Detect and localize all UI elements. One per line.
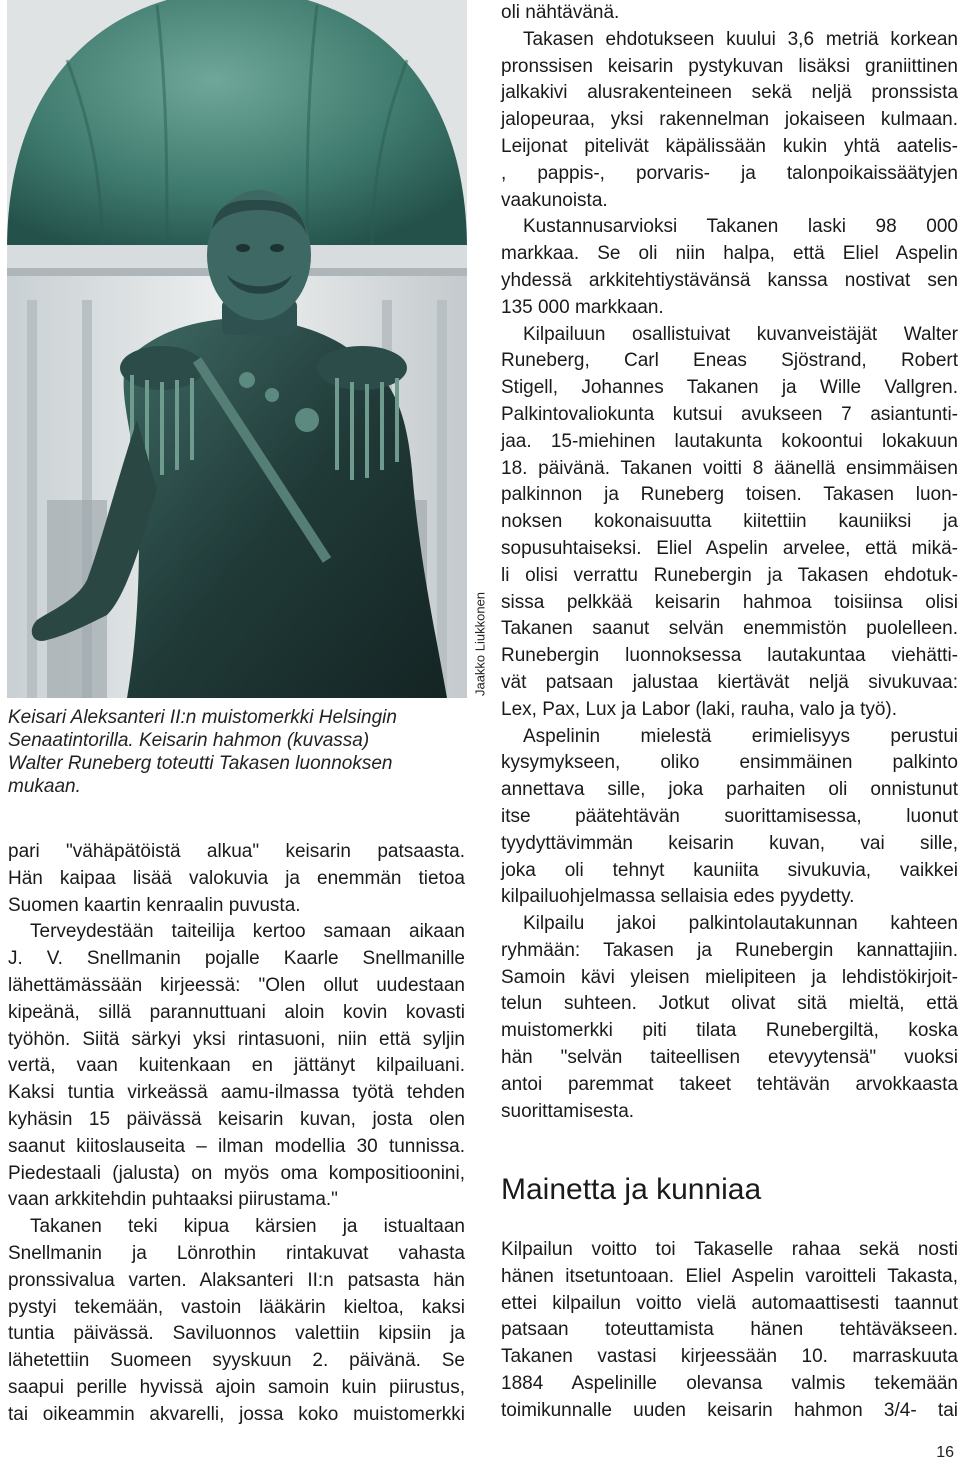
text-line: Aspelinin mielestä erimielisyys perustui (523, 725, 958, 747)
text-line: noksen kokonaisuutta kiitettiin kauniiksi ja (501, 511, 958, 533)
text-line: vät patsaan jalustaa kiertävät neljä sivukuvaa: (501, 671, 958, 693)
text-line: Kilpailu jakoi palkintolautakunnan kahteen (523, 913, 958, 935)
text-line: saapui perille hyvissä ajoin samoin kuin piirustus, (8, 1376, 465, 1398)
text-line: Kilpailuun osallistuivat kuvanveistäjät Walter (523, 323, 958, 345)
caption-line: Walter Runeberg toteutti Takasen luonnoksen (8, 753, 393, 774)
page-number: 16 (936, 1444, 954, 1461)
text-line: pronssisen keisarin pystykuvan lisäksi graniittinen (501, 55, 958, 77)
text-line: tuntia päivässä. Saviluonnos valettiin kipsiin ja (8, 1323, 465, 1345)
text-line: annettava sille, joka parhaiten oli onnistunut (501, 779, 958, 801)
text-line: kysymykseen, oliko ensimmäinen palkinto (501, 752, 958, 774)
text-line: Stigell, Johannes Takanen ja Wille Vallgren. (501, 377, 958, 399)
text-line: pari "vähäpätöistä alkua" keisarin patsaasta. (8, 841, 465, 862)
caption-line: mukaan. (8, 776, 81, 797)
text-line: Terveydestään taiteilija kertoo samaan aikaan (30, 921, 465, 943)
text-line: muistomerkki piti tilata Runebergiltä, koska (501, 1020, 958, 1042)
text-line: kipeänä, sillä parannuttuani aloin kovin kovasti (8, 1001, 465, 1023)
text-line: kyhäsin 15 päivässä keisarin kuvan, josta olen (8, 1108, 465, 1130)
text-line: 1884 Aspelinille olevansa valmis tekemään (501, 1372, 958, 1394)
text-line: toimikunnalle uuden keisarin hahmon 3/4- tai (501, 1399, 958, 1421)
text-line: sopusuhtaiseksi. Eliel Aspelin arvelee, että mikä- (501, 537, 958, 559)
text-line: telun suhteen. Jotkut olivat sitä mieltä, että (501, 993, 958, 1015)
text-line: tai oikeammin akvarelli, jossa koko muistomerkki (8, 1403, 465, 1425)
text-line: vaakunoista. (501, 189, 608, 211)
text-line: Leijonat pitelivät käpälissään kukin yhtä aatelis- (501, 135, 958, 157)
text-line: 135 000 markkaan. (501, 296, 664, 318)
text-line: Palkintovaliokunta kutsui avukseen 7 asiantunti- (501, 403, 958, 425)
text-line: Hän kaipaa lisää valokuvia ja enemmän tietoa (8, 867, 465, 889)
text-line: jaa. 15-miehinen lautakunta kokoontui lokakuun (501, 430, 958, 452)
right-column-text (501, 0, 958, 1125)
text-line: hänen itsetuntoaan. Eliel Aspelin varoitteli Takasta, (501, 1265, 958, 1287)
text-line: oli nähtävänä. (501, 2, 620, 23)
text-line: työhön. Siitä särkyi yksi rintasuoni, niin että syljin (8, 1028, 465, 1050)
text-line: Lex, Pax, Lux ja Labor (laki, rauha, valo ja työ). (501, 698, 898, 720)
text-line: Piedestaali (jalusta) on myös oma kompositioonini, (8, 1162, 465, 1184)
left-column-text (8, 839, 465, 1429)
text-line: antoi paremmat takeet tehtävän arvokkaasta (501, 1073, 958, 1095)
text-line: Snellmanin ja Lönrothin rintakuvat vahasta (8, 1242, 465, 1264)
text-line: jalopeuraa, yksi rakennelman jokaiseen kulmaan. (501, 109, 958, 131)
text-line: ryhmään: Takasen ja Runebergin kannattajiin. (501, 939, 958, 961)
text-line: lähetettiin Suomeen syyskuun 2. päivänä. Se (8, 1350, 465, 1372)
text-line: suorittamisesta. (501, 1100, 635, 1122)
text-line: Takanen teki kipua kärsien ja istualtaan (30, 1216, 465, 1238)
text-line: vaan arkkitehdin puhtaaksi piirustama." (8, 1189, 338, 1211)
text-line: Kustannusarvioksi Takanen laski 98 000 (523, 216, 958, 238)
text-line: kilpailuohjelmassa sellaisia edes pyydetty. (501, 886, 855, 908)
text-line: joka oli tehnyt kauniita sivukuvia, vaikkei (501, 859, 958, 881)
text-line: li olisi verrattu Runebergin ja Takasen ehdotuk- (501, 564, 958, 586)
text-line: tyydyttävimmän keisarin kuvan, vai sille, (501, 832, 958, 854)
text-line: yhdessä arkkitehtiystävänsä kanssa nostivat sen (501, 269, 958, 291)
text-line: jalkakivi alusrakenteineen sekä neljä pronssista (501, 82, 958, 104)
text-line: palkinnon ja Runeberg toisen. Takasen luon- (501, 484, 958, 506)
text-line: Kilpailun voitto toi Takaselle rahaa sekä nosti (501, 1239, 958, 1260)
text-line: 18. päivänä. Takanen voitti 8 äänellä ensimmäisen (501, 457, 958, 479)
text-line: lähettämässään kirjeessä: "Olen ollut uudestaan (8, 974, 465, 996)
text-line: Runeberg, Carl Eneas Sjöstrand, Robert (501, 350, 958, 372)
section-heading: Mainetta ja kunniaa (501, 1173, 762, 1206)
statue-photo (7, 0, 467, 698)
photo-credit: Jaakko Liukkonen (472, 591, 488, 697)
text-line: patsaan toteuttamista hänen tehtäväkseen. (501, 1319, 958, 1341)
section-body-text (501, 1237, 958, 1425)
text-line: ettei kilpailun voitto vielä automaattisesti taannut (501, 1292, 958, 1314)
text-line: Takasen ehdotukseen kuului 3,6 metriä korkean (523, 28, 958, 50)
text-line: Samoin kävi yleisen mielipiteen ja lehdistökirjoit- (501, 966, 958, 988)
text-line: saanut kiitoslauseita – ilman modellia 30 tunnissa. (8, 1135, 465, 1157)
text-line: Takanen vastasi kirjeessään 10. marraskuuta (501, 1346, 958, 1368)
text-line: sissa pelkkää keisarin hahmoa toisiinsa olisi (501, 591, 958, 613)
text-line: itse päätehtävän suorittamisessa, luonut (501, 805, 958, 827)
text-line: Runebergin luonnoksessa lautakuntaa viehätti- (501, 645, 958, 667)
text-line: hän "selvän taiteellisen etevyytensä" vuoksi (501, 1047, 958, 1069)
text-line: J. V. Snellmanin pojalle Kaarle Snellmanille (8, 948, 465, 970)
caption-line: Senaatintorilla. Keisarin hahmon (kuvassa) (8, 730, 370, 751)
text-line: Takanen saanut selvän enemmistön puolelleen. (501, 618, 958, 640)
text-line: pronssivalua varten. Alaksanteri II:n patsasta hän (8, 1269, 465, 1291)
text-line: markkaa. Se oli niin halpa, että Eliel Aspelin (501, 243, 958, 265)
text-line: , pappis-, porvaris- ja talonpoikaissäätyjen (501, 162, 958, 184)
caption-line: Keisari Aleksanteri II:n muistomerkki Helsingin (8, 707, 397, 728)
text-line: pystyi tekemään, vastoin lääkärin kieltoa, kaksi (8, 1296, 465, 1318)
text-line: Suomen kaartin kenraalin puvusta. (8, 894, 301, 916)
photo-caption (8, 706, 468, 798)
text-line: Kaksi tuntia virkeässä aamu-ilmassa työtä tehden (8, 1082, 465, 1104)
text-line: vertä, vaan kuitenkaan en jättänyt kilpailuani. (8, 1055, 465, 1077)
